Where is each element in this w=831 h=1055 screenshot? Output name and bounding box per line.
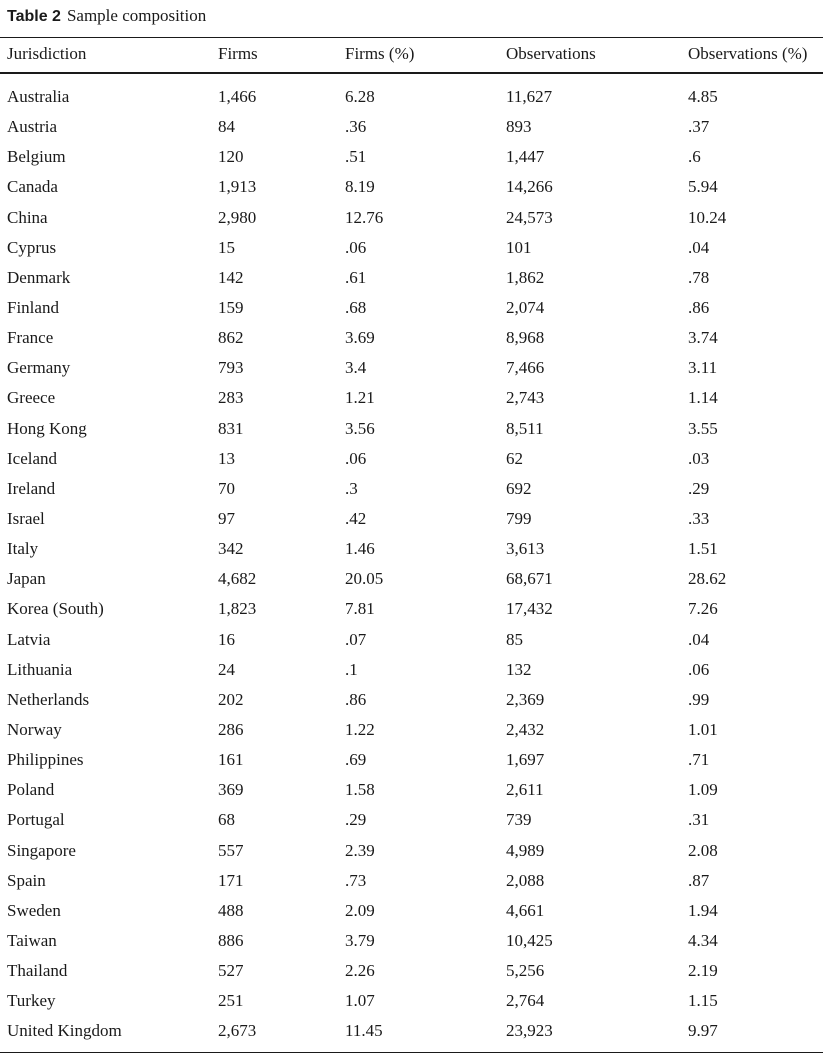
cell-observations: 8,511: [506, 418, 544, 438]
cell-observations-percent: 1.15: [688, 991, 718, 1011]
cell-observations-percent: .99: [688, 689, 710, 709]
cell-jurisdiction: Japan: [7, 569, 46, 589]
cell-firms-percent: .07: [345, 629, 367, 649]
cell-jurisdiction: Turkey: [7, 991, 56, 1011]
cell-observations-percent: 10.24: [688, 207, 727, 227]
cell-firms: 862: [218, 328, 244, 348]
cell-observations: 739: [506, 810, 532, 830]
table-header-row: [0, 41, 823, 67]
table-label: Table 2: [7, 8, 61, 25]
cell-observations: 893: [506, 117, 532, 137]
cell-observations: 2,611: [506, 780, 544, 800]
cell-observations: 2,074: [506, 297, 545, 317]
cell-observations: 3,613: [506, 539, 545, 559]
cell-observations-percent: .78: [688, 267, 710, 287]
table-row: [0, 717, 823, 747]
cell-firms-percent: .06: [345, 448, 367, 468]
cell-firms: 161: [218, 750, 244, 770]
header-rule: [0, 72, 823, 74]
cell-firms: 1,913: [218, 177, 257, 197]
table-row: [0, 174, 823, 204]
cell-firms: 97: [218, 508, 235, 528]
cell-observations: 2,369: [506, 689, 545, 709]
table-row: [0, 205, 823, 235]
cell-firms-percent: .3: [345, 478, 358, 498]
table-row: [0, 777, 823, 807]
cell-observations-percent: 2.08: [688, 840, 718, 860]
cell-firms: 171: [218, 870, 244, 890]
cell-jurisdiction: Sweden: [7, 900, 61, 920]
cell-observations: 1,862: [506, 267, 545, 287]
cell-observations: 2,432: [506, 719, 545, 739]
table-row: [0, 416, 823, 446]
cell-observations-percent: 3.55: [688, 418, 718, 438]
cell-observations-percent: 5.94: [688, 177, 718, 197]
cell-firms-percent: 2.26: [345, 961, 375, 981]
cell-observations-percent: 9.97: [688, 1021, 718, 1041]
cell-firms: 15: [218, 237, 235, 257]
cell-firms-percent: .29: [345, 810, 367, 830]
cell-observations: 8,968: [506, 328, 545, 348]
header-firms-percent: Firms (%): [345, 44, 415, 63]
table-row: [0, 84, 823, 114]
cell-firms: 68: [218, 810, 235, 830]
cell-firms-percent: .1: [345, 659, 358, 679]
cell-jurisdiction: United Kingdom: [7, 1021, 122, 1041]
table-row: [0, 446, 823, 476]
cell-jurisdiction: Portugal: [7, 810, 65, 830]
cell-observations: 799: [506, 508, 532, 528]
cell-observations-percent: .87: [688, 870, 710, 890]
cell-jurisdiction: Lithuania: [7, 659, 73, 679]
cell-observations-percent: .04: [688, 237, 710, 257]
cell-observations: 101: [506, 237, 532, 257]
cell-firms: 84: [218, 117, 235, 137]
table-row: [0, 506, 823, 536]
cell-firms: 557: [218, 840, 244, 860]
cell-firms: 886: [218, 930, 244, 950]
cell-firms-percent: 8.19: [345, 177, 375, 197]
cell-observations-percent: .71: [688, 750, 710, 770]
cell-firms-percent: 2.39: [345, 840, 375, 860]
cell-firms-percent: .73: [345, 870, 367, 890]
cell-jurisdiction: Greece: [7, 388, 56, 408]
cell-jurisdiction: Cyprus: [7, 237, 57, 257]
table-row: [0, 476, 823, 506]
table-row: [0, 566, 823, 596]
cell-observations: 68,671: [506, 569, 553, 589]
cell-firms-percent: 11.45: [345, 1021, 383, 1041]
table-row: [0, 687, 823, 717]
bottom-rule: [0, 1052, 823, 1053]
table-row: [0, 1018, 823, 1048]
table-row: [0, 807, 823, 837]
cell-firms: 120: [218, 147, 244, 167]
cell-jurisdiction: Iceland: [7, 448, 58, 468]
table-row: [0, 868, 823, 898]
cell-observations-percent: .29: [688, 478, 710, 498]
cell-jurisdiction: Ireland: [7, 478, 56, 498]
cell-firms-percent: 3.56: [345, 418, 375, 438]
cell-observations-percent: .03: [688, 448, 710, 468]
cell-jurisdiction: Latvia: [7, 629, 51, 649]
cell-firms: 342: [218, 539, 244, 559]
cell-firms: 4,682: [218, 569, 257, 589]
table-row: [0, 355, 823, 385]
cell-observations-percent: .6: [688, 147, 701, 167]
cell-jurisdiction: Canada: [7, 177, 58, 197]
cell-observations-percent: 1.51: [688, 539, 718, 559]
cell-observations: 17,432: [506, 599, 553, 619]
cell-observations: 692: [506, 478, 532, 498]
cell-observations: 10,425: [506, 930, 553, 950]
cell-jurisdiction: Australia: [7, 87, 70, 106]
cell-firms: 527: [218, 961, 244, 981]
cell-firms: 159: [218, 297, 244, 317]
cell-firms-percent: 3.4: [345, 358, 367, 378]
cell-firms-percent: .06: [345, 237, 367, 257]
table-row: [0, 536, 823, 566]
cell-firms-percent: 12.76: [345, 207, 384, 227]
cell-observations: 5,256: [506, 961, 545, 981]
cell-jurisdiction: Taiwan: [7, 930, 57, 950]
header-jurisdiction: Jurisdiction: [7, 44, 87, 63]
cell-observations-percent: .31: [688, 810, 710, 830]
cell-observations: 132: [506, 659, 532, 679]
cell-observations: 4,989: [506, 840, 545, 860]
cell-observations-percent: 2.19: [688, 961, 718, 981]
cell-jurisdiction: Norway: [7, 719, 62, 739]
cell-jurisdiction: Philippines: [7, 750, 84, 770]
table-row: [0, 898, 823, 928]
table-caption: [7, 4, 206, 29]
cell-jurisdiction: China: [7, 207, 48, 227]
cell-jurisdiction: Hong Kong: [7, 418, 87, 438]
cell-firms: 16: [218, 629, 235, 649]
cell-firms-percent: 6.28: [345, 87, 375, 106]
cell-observations: 2,743: [506, 388, 545, 408]
cell-observations: 4,661: [506, 900, 545, 920]
cell-firms-percent: 1.07: [345, 991, 375, 1011]
cell-observations-percent: .04: [688, 629, 710, 649]
cell-observations: 2,088: [506, 870, 545, 890]
table-row: [0, 657, 823, 687]
cell-observations-percent: 7.26: [688, 599, 718, 619]
cell-jurisdiction: Netherlands: [7, 689, 90, 709]
cell-firms-percent: 3.69: [345, 328, 375, 348]
cell-firms: 1,466: [218, 87, 257, 106]
top-rule: [0, 37, 823, 38]
cell-firms: 793: [218, 358, 244, 378]
cell-jurisdiction: Spain: [7, 870, 46, 890]
cell-firms-percent: 7.81: [345, 599, 375, 619]
cell-observations-percent: 1.94: [688, 900, 718, 920]
cell-observations-percent: 28.62: [688, 569, 727, 589]
cell-firms: 2,980: [218, 207, 257, 227]
cell-observations-percent: 1.14: [688, 388, 718, 408]
table-row: [0, 747, 823, 777]
cell-observations-percent: 4.85: [688, 87, 718, 106]
table-row: [0, 325, 823, 355]
table-row: [0, 385, 823, 415]
cell-observations: 1,447: [506, 147, 545, 167]
cell-firms-percent: 1.58: [345, 780, 375, 800]
cell-firms: 1,823: [218, 599, 257, 619]
cell-observations: 24,573: [506, 207, 553, 227]
cell-firms: 142: [218, 267, 244, 287]
table-row: [0, 114, 823, 144]
table-row: [0, 627, 823, 657]
table-row: [0, 235, 823, 265]
header-firms: Firms: [218, 44, 258, 63]
table-row: [0, 265, 823, 295]
cell-firms: 369: [218, 780, 244, 800]
cell-jurisdiction: Austria: [7, 117, 58, 137]
table-row: [0, 144, 823, 174]
cell-observations-percent: .33: [688, 508, 710, 528]
table-title: Sample composition: [66, 6, 207, 25]
cell-firms: 831: [218, 418, 244, 438]
cell-jurisdiction: Belgium: [7, 147, 66, 167]
cell-observations: 85: [506, 629, 523, 649]
cell-firms: 283: [218, 388, 244, 408]
cell-firms-percent: 20.05: [345, 569, 384, 589]
cell-observations: 2,764: [506, 991, 545, 1011]
cell-firms: 202: [218, 689, 244, 709]
cell-firms-percent: .36: [345, 117, 367, 137]
cell-firms-percent: .68: [345, 297, 367, 317]
cell-firms-percent: 3.79: [345, 930, 375, 950]
cell-firms-percent: .42: [345, 508, 367, 528]
cell-observations-percent: 4.34: [688, 930, 718, 950]
cell-firms-percent: 2.09: [345, 900, 375, 920]
cell-observations-percent: .37: [688, 117, 710, 137]
cell-firms-percent: .51: [345, 147, 367, 167]
cell-jurisdiction: Denmark: [7, 267, 71, 287]
cell-observations: 62: [506, 448, 523, 468]
cell-jurisdiction: Korea (South): [7, 599, 104, 619]
table-row: [0, 928, 823, 958]
table-body: [0, 84, 823, 1049]
cell-observations: 1,697: [506, 750, 545, 770]
cell-observations-percent: 1.01: [688, 719, 718, 739]
cell-observations-percent: .86: [688, 297, 710, 317]
cell-observations: 11,627: [506, 87, 553, 106]
cell-firms-percent: 1.46: [345, 539, 375, 559]
cell-firms-percent: .69: [345, 750, 367, 770]
cell-jurisdiction: Singapore: [7, 840, 76, 860]
table-row: [0, 988, 823, 1018]
cell-firms: 2,673: [218, 1021, 257, 1041]
cell-jurisdiction: Israel: [7, 508, 45, 528]
cell-observations: 7,466: [506, 358, 545, 378]
table-row: [0, 838, 823, 868]
cell-observations: 23,923: [506, 1021, 553, 1041]
cell-observations-percent: 3.11: [688, 358, 718, 378]
cell-jurisdiction: Thailand: [7, 961, 68, 981]
cell-jurisdiction: Poland: [7, 780, 55, 800]
cell-jurisdiction: Germany: [7, 358, 71, 378]
cell-firms: 13: [218, 448, 235, 468]
table-row: [0, 958, 823, 988]
table-row: [0, 295, 823, 325]
cell-jurisdiction: France: [7, 328, 54, 348]
cell-firms: 251: [218, 991, 244, 1011]
header-observations: Observations: [506, 44, 596, 63]
cell-firms-percent: 1.21: [345, 388, 375, 408]
cell-firms-percent: .61: [345, 267, 367, 287]
cell-jurisdiction: Italy: [7, 539, 39, 559]
cell-firms: 488: [218, 900, 244, 920]
cell-observations-percent: 1.09: [688, 780, 718, 800]
cell-firms: 70: [218, 478, 235, 498]
table-row: [0, 596, 823, 626]
cell-firms-percent: .86: [345, 689, 367, 709]
cell-observations-percent: 3.74: [688, 328, 718, 348]
cell-jurisdiction: Finland: [7, 297, 59, 317]
cell-observations: 14,266: [506, 177, 553, 197]
cell-observations-percent: .06: [688, 659, 710, 679]
cell-firms-percent: 1.22: [345, 719, 375, 739]
cell-firms: 24: [218, 659, 235, 679]
cell-firms: 286: [218, 719, 244, 739]
header-observations-percent: Observations (%): [688, 44, 808, 63]
